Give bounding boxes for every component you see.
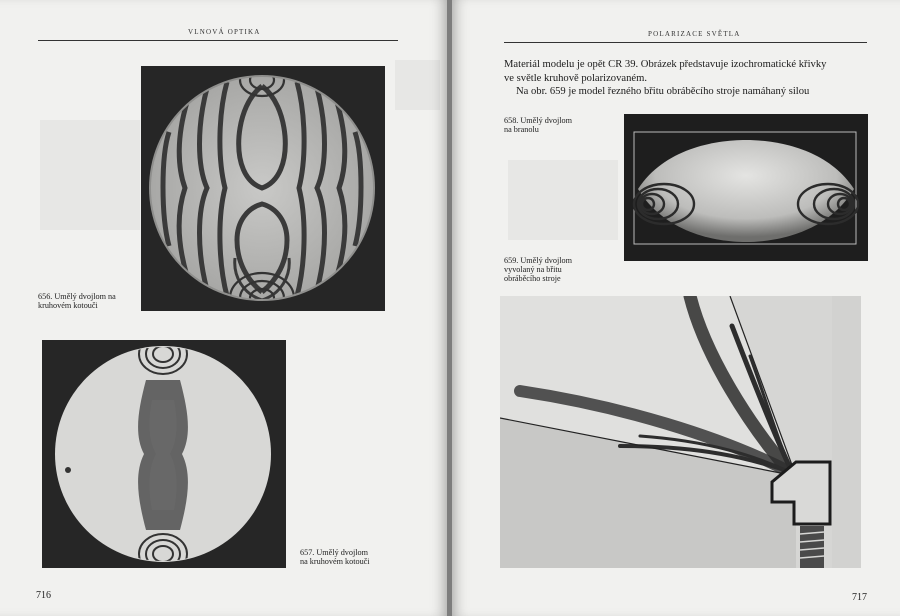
page-number-right: 717 [852,592,867,603]
body-line: ve světle kruhově polarizovaném. [504,72,647,84]
body-line: Na obr. 659 je model řezného břitu obráběcího stroje namáhaný silou [516,86,810,97]
fringe-pattern-disc-657 [42,340,286,568]
caption-line: vyvolaný na břitu [504,265,562,274]
figure-657-caption [300,548,410,566]
body-text [504,58,868,99]
header-rule [504,42,867,43]
figure-656-photo [141,66,385,311]
bleed-through [508,160,618,240]
bleed-through [395,60,440,110]
caption-line: kruhovém kotouči [38,301,98,310]
fringe-pattern-disc-656 [141,66,385,311]
caption-line: 656. Umělý dvojlom na [38,292,116,301]
stress-pattern-cutting-tool-659 [500,296,861,568]
caption-line: 658. Umělý dvojlom [504,116,572,125]
header-rule [38,40,398,41]
bleed-through [40,120,140,230]
running-head-left: VLNOVÁ OPTIKA [188,28,261,36]
running-head-right: POLARIZACE SVĚTLA [648,30,741,38]
figure-659-caption [504,256,604,283]
caption-line: na branolu [504,125,539,134]
caption-line: na kruhovém kotouči [300,557,370,566]
caption-line: obráběcího stroje [504,274,561,283]
caption-line: 659. Umělý dvojlom [504,256,572,265]
fringe-pattern-beam-658 [624,114,868,261]
figure-658-caption [504,116,604,134]
left-page [0,0,447,616]
page-number-left: 716 [36,590,51,601]
body-line: Materiál modelu je opět CR 39. Obrázek představuje izochromatické křivky [504,59,827,70]
figure-656-caption [38,292,138,310]
right-page [452,0,900,616]
figure-658-photo [624,114,868,261]
figure-659-photo [500,296,861,568]
caption-line: 657. Umělý dvojlom [300,548,368,557]
figure-657-photo [42,340,286,568]
